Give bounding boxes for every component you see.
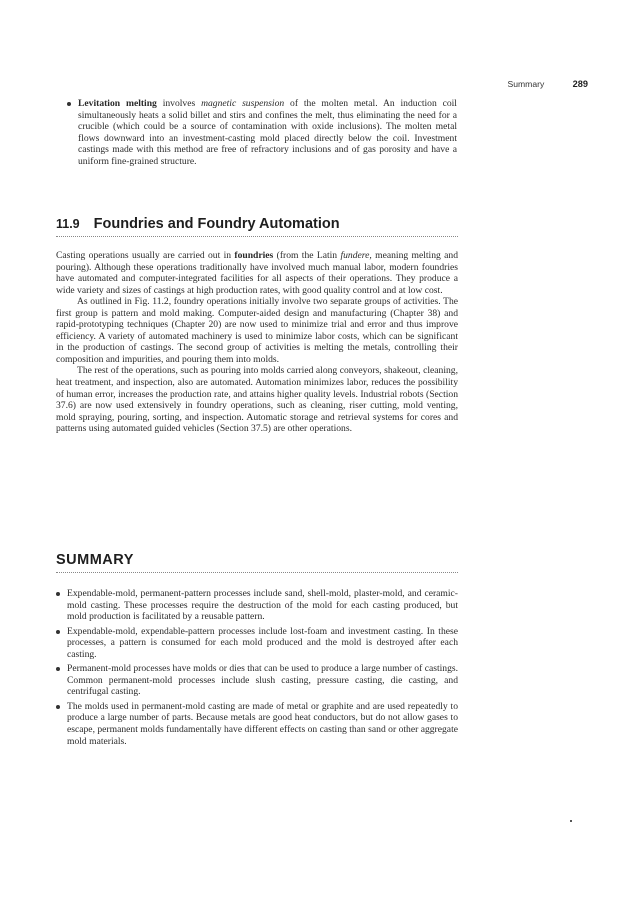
list-item: Permanent-mold processes have molds or dies that can be used to produce a large number of castings. Common permanent-mold processes include slush casting, pressure casting, die casting, and centrifugal casting.: [56, 663, 458, 698]
bullet-icon: [67, 102, 71, 106]
list-item: [67, 98, 457, 167]
section-heading: [56, 216, 458, 237]
list-item: The molds used in permanent-mold casting are made of metal or graphite and are used repeatedly to produce a large number of parts. Because metals are good heat conductors, but do not allow gases to escape, permanent molds fundamentally have different effects on casting than sand or other aggregate mold materials.: [56, 701, 458, 747]
bullet-icon: [56, 592, 60, 596]
summary-heading: SUMMARY: [56, 555, 458, 573]
bullet-icon: [56, 667, 60, 671]
bullet-icon: [56, 630, 60, 634]
page-number: 289: [572, 79, 588, 89]
paragraph: Casting operations usually are carried out in foundries (from the Latin fundere, meaning melting and pouring). Although these operations traditionally have involved much manual labor, modern foundries have automated and computer-integrated facilities for all aspects of their operations. They produce a wide variety and sizes of castings at high production rates, with good quality control and at low cost.: [56, 250, 458, 296]
summary-list: [56, 588, 458, 750]
bullet-text: of the molten metal. An induction coil simultaneously heats a solid billet and stirs and confines the melt, thus eliminating the need for a crucible (which could be a source of contamination with oxide inclusions). The molten metal flows downward into an investment-casting mold placed directly below the coil. Investment castings made with this method are free of refractory inclusions and of gas porosity and have a uniform fine-grained structure.: [78, 98, 457, 167]
section-number: 11.9: [56, 217, 80, 231]
section-body: [56, 250, 458, 435]
bullet-text: involves: [156, 98, 202, 109]
intro-bullet-list: [67, 98, 457, 167]
running-title: Summary: [507, 79, 545, 89]
list-item: Expendable-mold, expendable-pattern processes include lost-foam and investment casting. In these processes, a pattern is consumed for each mold produced and the mold is destroyed after each casting.: [56, 626, 458, 661]
term-levitation-melting: Levitation melting: [78, 98, 157, 109]
term-foundries: foundries: [234, 250, 274, 261]
paragraph: The rest of the operations, such as pouring into molds carried along conveyors, shakeout, cleaning, heat treatment, and inspection, also are automated. Automation minimizes labor, reduces the possibility of human error, increases the production rate, and attains higher quality levels. Industrial robots (Section 37.6) are now used extensively in foundry operations, such as cleaning, riser cutting, mold venting, mold spraying, pouring, sorting, and inspection. Automatic storage and retrieval systems for cores and patterns using automated guided vehicles (Section 37.5) are other operations.: [56, 365, 458, 435]
section-title: Foundries and Foundry Automation: [93, 216, 340, 232]
emphasis-magnetic-suspension: magnetic suspension: [201, 98, 285, 109]
paragraph: As outlined in Fig. 11.2, foundry operations initially involve two separate groups of activities. The first group is pattern and mold making. Computer-aided design and manufacturing (Chapter 38) and rapid-prototyping techniques (Chapter 20) are now used to minimize trial and error and thus improve efficiency. A variety of automated machinery is used to minimize labor costs, which can be significant in the production of castings. The second group of activities is melting the metals, controlling their composition and impurities, and pouring them into molds.: [56, 296, 458, 365]
latin-term: fundere,: [340, 250, 372, 261]
page-header: [507, 79, 588, 91]
stray-mark: [570, 820, 572, 822]
list-item: Expendable-mold, permanent-pattern processes include sand, shell-mold, plaster-mold, and ceramic-mold casting. These processes require the destruction of the mold for each casting produced, but mold production is facilitated by a reusable pattern.: [56, 588, 458, 623]
bullet-icon: [56, 705, 60, 709]
